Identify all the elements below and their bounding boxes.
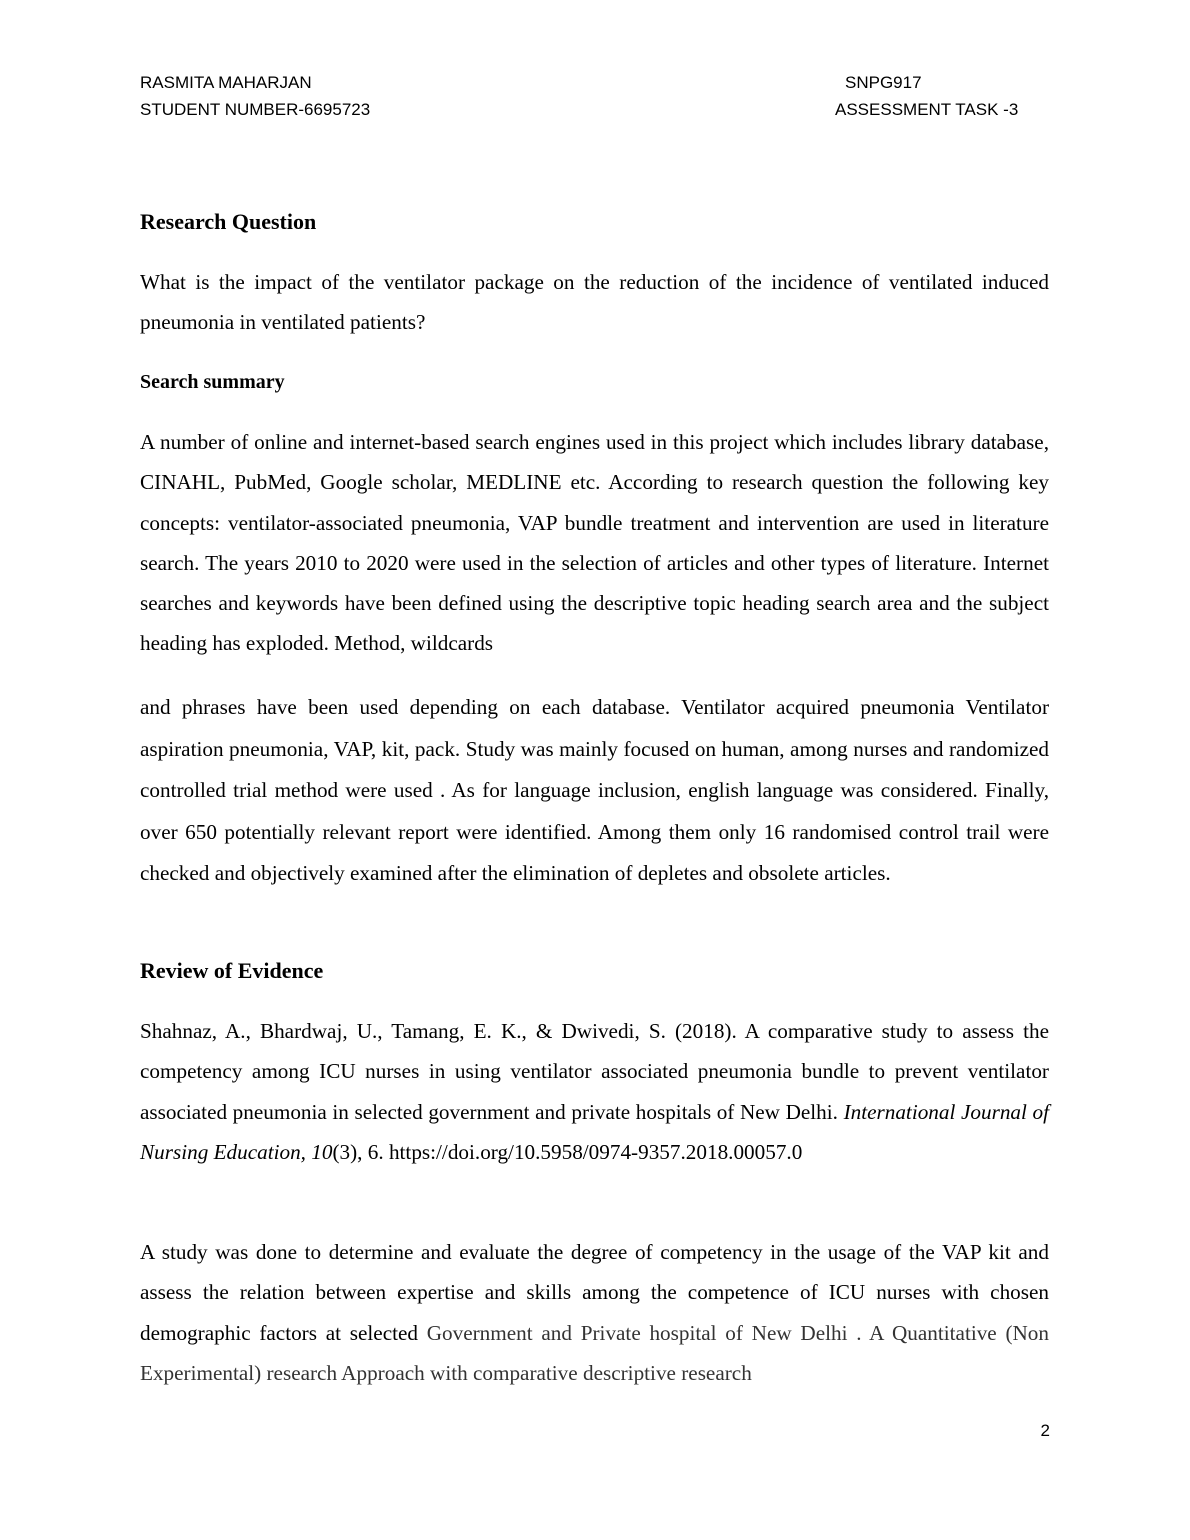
heading-search-summary: Search summary	[140, 371, 285, 393]
page-number: 2	[1040, 1421, 1050, 1440]
study-description-paragraph	[140, 1232, 1049, 1393]
reference-journal: International Journal of Nursing Education, 10	[140, 1099, 1049, 1164]
study-text-part-2: Government and Private hospital of New Delhi . A Quantitative (Non Experimental) research Approach with comparative descriptive research	[140, 1320, 1049, 1385]
heading-research-question: Research Question	[140, 209, 317, 234]
search-summary-paragraph-1: A number of online and internet-based search engines used in this project which includes library database, CINAHL, PubMed, Google scholar, MEDLINE etc. According to research question the following key concepts: ventilator-associated pneumonia, VAP bundle treatment and intervention are used in literature search. The years 2010 to 2020 were used in the selection of articles and other types of literature. Internet searches and keywords have been defined using the descriptive topic heading search area and the subject heading has exploded. Method, wildcards	[140, 430, 1049, 656]
reference-authors-title: Shahnaz, A., Bhardwaj, U., Tamang, E. K., & Dwivedi, S. (2018). A comparative study to assess the competency among ICU nurses in using ventilator associated pneumonia bundle to prevent ventilator associated pneumonia in selected government and private hospitals of New Delhi.	[140, 1019, 1049, 1124]
study-text-part-1: A study was done to determine and evaluate the degree of competency in the usage of the VAP kit and assess the relation between expertise and skills among the competence of ICU nurses with chosen demographic factors at selected	[140, 1240, 1049, 1345]
reference-issue-doi: (3), 6. https://doi.org/10.5958/0974-9357.2018.00057.0	[332, 1139, 803, 1164]
heading-review-of-evidence: Review of Evidence	[140, 958, 324, 983]
header-student-number: STUDENT NUMBER-6695723	[140, 100, 371, 119]
reference-citation	[140, 1011, 1049, 1172]
research-question-text: What is the impact of the ventilator package on the reduction of the incidence of ventilated induced pneumonia in ventilated patients?	[140, 270, 1049, 335]
header-author-name: RASMITA MAHARJAN	[140, 73, 312, 92]
header-assessment-task: ASSESSMENT TASK -3	[835, 100, 1019, 119]
search-summary-paragraph-2: and phrases have been used depending on each database. Ventilator acquired pneumonia Ventilator aspiration pneumonia, VAP, kit, pack. Study was mainly focused on human, among nurses and randomized controlled trial method were used . As for language inclusion, english language was considered. Finally, over 650 potentially relevant report were identified. Among them only 16 randomised control trail were checked and objectively examined after the elimination of depletes and obsolete articles.	[140, 695, 1049, 885]
header-course-code: SNPG917	[845, 73, 922, 92]
